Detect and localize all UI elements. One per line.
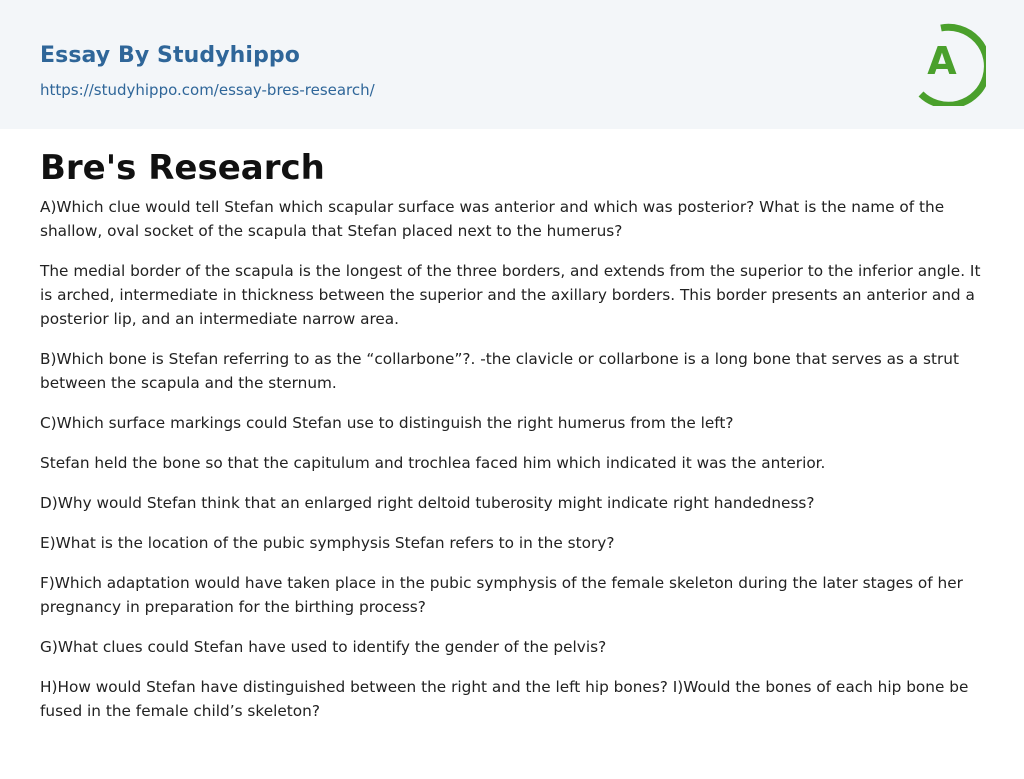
site-title: Essay By Studyhippo xyxy=(40,43,300,68)
essay-url-link[interactable]: https://studyhippo.com/essay-bres-research/ xyxy=(40,81,375,99)
essay-paragraph: G)What clues could Stefan have used to identify the gender of the pelvis? xyxy=(40,638,607,656)
logo-letter: A xyxy=(927,39,957,83)
essay-title: Bre's Research xyxy=(40,148,325,188)
essay-content xyxy=(0,129,1024,723)
essay-paragraph: Stefan held the bone so that the capitulum and trochlea faced him which indicated it was the anterior. xyxy=(40,454,826,472)
essay-paragraph: B)Which bone is Stefan referring to as the “collarbone”?. -the clavicle or collarbone is a long bone that serves as a strut between the scapula and the sternum. xyxy=(40,350,959,392)
essay-paragraph: D)Why would Stefan think that an enlarged right deltoid tuberosity might indicate right handedness? xyxy=(40,494,815,512)
studyhippo-logo[interactable] xyxy=(916,18,986,106)
site-header xyxy=(0,0,1024,129)
essay-paragraph: E)What is the location of the pubic symphysis Stefan refers to in the story? xyxy=(40,534,615,552)
essay-paragraph: A)Which clue would tell Stefan which scapular surface was anterior and which was posterior? What is the name of the shallow, oval socket of the scapula that Stefan placed next to the humerus? xyxy=(40,198,945,240)
essay-paragraph: F)Which adaptation would have taken place in the pubic symphysis of the female skeleton during the later stages of her pregnancy in preparation for the birthing process? xyxy=(40,574,963,616)
essay-paragraph: H)How would Stefan have distinguished between the right and the left hip bones? I)Would the bones of each hip bone be fused in the female child’s skeleton? xyxy=(40,678,969,720)
essay-paragraph: The medial border of the scapula is the longest of the three borders, and extends from the superior to the inferior angle. It is arched, intermediate in thickness between the superior and the axillary borders. This border presents an anterior and a posterior lip, and an intermediate narrow area. xyxy=(40,262,981,328)
essay-paragraph: C)Which surface markings could Stefan use to distinguish the right humerus from the left? xyxy=(40,414,734,432)
